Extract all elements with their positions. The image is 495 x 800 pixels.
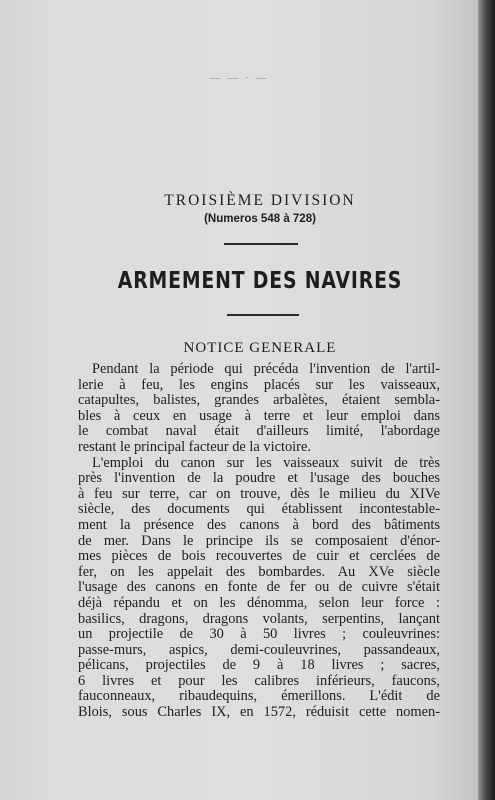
divider-rule [227, 314, 299, 316]
text-line: ment la présence des canons à bord des bâtiments [78, 517, 440, 533]
text-line: Pendant la période qui précéda l'invention de l'artil- [92, 362, 440, 377]
text-line: lerie à feu, les engins placés sur les vaisseaux, [78, 377, 440, 393]
page-title: ARMEMENT DES NAVIRES [117, 268, 403, 294]
text-line: restant le principal facteur de la victoire. [78, 439, 311, 455]
body-text [78, 362, 440, 721]
numbers-range: (Numeros 548 à 728) [204, 213, 316, 225]
text-line: le combat naval était d'ailleurs limité, l'abordage [78, 424, 440, 440]
text-line: L'emploi du canon sur les vaisseaux suivit de très [92, 455, 440, 471]
text-line: un projectile de 30 à 50 livres ; couleuvrines: [78, 627, 440, 643]
text-line: déjà répandu et on les dénomma, selon leur force : [78, 595, 440, 611]
text-line: 6 livres et pour les calibres inférieurs, faucons, [78, 673, 440, 689]
text-line: siècle, des documents qui établissent incontestable- [78, 502, 440, 518]
text-line: de mer. Dans le principe ils se composaient d'énor- [78, 533, 440, 549]
text-line: bles à ceux en usage à terre et leur emploi dans [78, 408, 440, 424]
text-line: passe-murs, aspics, demi-couleuvrines, passandeaux, [78, 642, 440, 658]
text-line: basilics, dragons, dragons volants, serpentins, lançant [78, 611, 440, 627]
text-line: mes pièces de bois recouvertes de cuir et cerclées de [78, 549, 440, 565]
text-line: fer, on les appelait des bombardes. Au XVe siècle [78, 564, 440, 580]
text-line: à feu sur terre, car on trouve, dès le milieu du XIVe [78, 486, 440, 502]
divider-rule [224, 243, 298, 245]
page-ornament: — — · — [209, 72, 269, 84]
text-line: Blois, sous Charles IX, en 1572, réduisit cette nomen- [78, 705, 440, 721]
text-line: catapultes, balistes, grandes arbalètes, étaient sembla- [78, 393, 440, 409]
section-heading: NOTICE GENERALE [183, 340, 337, 356]
division-heading: TROISIÈME DIVISION [164, 192, 356, 209]
text-line: fauconneaux, ribaudequins, émerillons. L'édit de [78, 689, 440, 705]
text-line: près l'invention de la poudre et l'usage des bouches [78, 471, 440, 487]
book-gutter [478, 0, 495, 800]
text-line: l'usage des canons en fonte de fer ou de cuivre s'était [78, 580, 440, 596]
text-line: pélicans, projectiles de 9 à 18 livres ; sacres, [78, 658, 440, 674]
